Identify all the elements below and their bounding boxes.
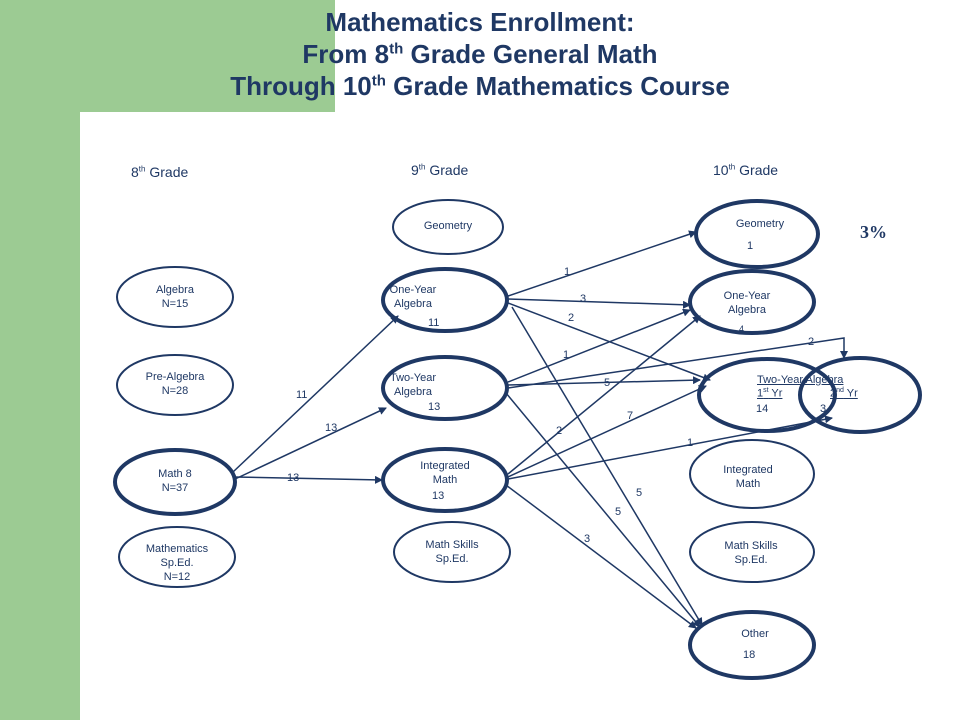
node-intmath-10-text <box>713 463 783 491</box>
node-other-10-text <box>715 627 795 641</box>
node-prealgebra-8-line1: Pre-Algebra <box>145 371 205 383</box>
edge-label-onealg-twoalg: 2 <box>568 312 575 324</box>
title-line-3-b: Grade Mathematics Course <box>385 71 730 101</box>
edge-label-twoalg-other: 5 <box>615 506 622 518</box>
node-mathskills-10-line1: Math Skills <box>724 540 778 552</box>
node-onealg-9-text <box>383 283 443 311</box>
grade-8-label <box>131 164 188 180</box>
grade-10-word: Grade <box>735 162 779 178</box>
edge-onealg-onealg <box>508 299 690 305</box>
node-algebra-8-text <box>125 283 225 311</box>
node-intmath-9-line1: Integrated <box>420 460 470 472</box>
node-intmath-9-text <box>405 459 485 487</box>
node-twoalg-9-count: 13 <box>428 401 441 413</box>
title-line-1: Mathematics Enrollment: <box>325 7 635 37</box>
edge-label-intmath-other: 3 <box>584 533 591 545</box>
node-geometry-10 <box>696 201 818 267</box>
edge-m8-intmath <box>235 477 382 480</box>
node-geometry-10-text <box>710 217 810 231</box>
node-prealgebra-8-line2: N=28 <box>161 385 189 397</box>
node-twoalg-10-yr1 <box>757 387 782 400</box>
edge-m8-onealg <box>233 316 398 472</box>
edge-label-intmath-twoalg: 7 <box>627 410 634 422</box>
grade-8-sup: th <box>138 164 146 174</box>
grade-10-sup: th <box>728 162 736 172</box>
node-twoalg-10-title: Two-Year Algebra <box>757 374 844 386</box>
node-onealg-9-count: 11 <box>428 317 440 329</box>
grade-9-num: 9 <box>411 162 419 178</box>
title-line-2-b: Grade General Math <box>403 39 658 69</box>
edge-label-onealg-geometry: 1 <box>564 266 571 278</box>
edge-label-m8-intmath: 13 <box>287 472 300 484</box>
node-onealg-9-line1: One-Year <box>389 284 437 296</box>
node-algebra-8-line1: Algebra <box>156 284 194 296</box>
node-mathskills-9-text <box>402 538 502 566</box>
yr2-num: 2 <box>830 387 837 400</box>
node-mathskills-9-line2: Sp.Ed. <box>435 553 469 565</box>
node-intmath-10-line1: Integrated <box>723 464 773 476</box>
yr1-sup: st <box>763 387 769 394</box>
node-onealg-10-text <box>712 289 782 317</box>
node-twoalg-9-text <box>383 371 443 399</box>
node-onealg-10-count: 4 <box>739 324 745 334</box>
node-mathskills-10-line2: Sp.Ed. <box>734 554 768 566</box>
node-mathskills-10-text <box>701 539 801 567</box>
edge-label-twoalg-onealg: 1 <box>563 349 570 361</box>
yr2-word: Yr <box>843 387 858 400</box>
node-intmath-9-count: 13 <box>432 490 445 502</box>
edge-label-onealg-onealg: 3 <box>580 293 587 305</box>
node-math8-8-text <box>125 467 225 495</box>
edge-label-m8-onealg: 11 <box>296 389 308 401</box>
node-mathspedu-8-line2: Sp.Ed. <box>160 557 194 569</box>
grade-8-word: Grade <box>145 164 189 180</box>
edge-label-onealg-other: 5 <box>636 487 643 499</box>
node-onealg-10-line2: Algebra <box>728 304 766 316</box>
node-twoalg-10-count1: 14 <box>756 403 769 415</box>
title-line-2-sup: th <box>389 40 404 58</box>
grade-8-num: 8 <box>131 164 139 180</box>
title-line-3-a: Through 10 <box>230 71 372 101</box>
edge-label-twoalg-yr2: 2 <box>808 336 815 348</box>
node-onealg-10-line1: One-Year <box>723 290 771 302</box>
node-math8-8-line2: N=37 <box>161 482 189 494</box>
edge-label-twoalg-twoalg: 5 <box>604 377 611 389</box>
node-intmath-9-line2: Math <box>432 474 458 486</box>
node-intmath-10-line2: Math <box>735 478 761 490</box>
node-twoalg-10-yr2 <box>830 387 858 400</box>
grade-9-sup: th <box>418 162 426 172</box>
edge-twoalg-other <box>506 393 700 627</box>
node-mathspedu-8-line3: N=12 <box>163 571 191 583</box>
node-geometry-10-line1: Geometry <box>735 218 785 230</box>
node-other-10-count: 18 <box>743 649 756 661</box>
node-other-10-line1: Other <box>741 628 769 640</box>
node-twoalg-9-line2: Algebra <box>394 386 432 398</box>
edge-onealg-geometry <box>508 232 696 296</box>
grade-9-word: Grade <box>425 162 469 178</box>
node-geometry-9-text <box>398 219 498 233</box>
edge-m8-twoalg <box>233 408 386 480</box>
yr2-sup: nd <box>836 387 844 394</box>
edge-label-intmath-yr2: 1 <box>687 437 694 449</box>
node-mathskills-9-line1: Math Skills <box>425 539 479 551</box>
percent-label: 3% <box>860 222 887 242</box>
node-other-10 <box>690 612 814 678</box>
node-geometry-9-line1: Geometry <box>423 220 473 232</box>
yr1-word: Yr <box>768 387 783 400</box>
edge-label-intmath-onealg: 2 <box>556 425 563 437</box>
node-algebra-8-line2: N=15 <box>161 298 189 310</box>
grade-10-label <box>713 162 778 178</box>
node-twoalg-10-count2: 3 <box>820 403 827 415</box>
title-line-3-sup: th <box>371 72 386 90</box>
title-line-2-a: From 8 <box>302 39 390 69</box>
yr1-num: 1 <box>757 387 764 400</box>
node-twoalg-9-line1: Two-Year <box>389 372 437 384</box>
node-onealg-9-line2: Algebra <box>394 298 432 310</box>
grade-10-num: 10 <box>713 162 729 178</box>
node-prealgebra-8-text <box>125 370 225 398</box>
node-math8-8-line1: Math 8 <box>158 468 192 480</box>
edge-onealg-other <box>512 307 702 625</box>
grade-9-label <box>411 162 468 178</box>
node-mathspedu-8-line1: Mathematics <box>145 543 209 555</box>
node-geometry-10-count: 1 <box>747 240 754 252</box>
edge-label-m8-twoalg: 13 <box>325 422 338 434</box>
node-mathspedu-8-text <box>127 542 227 584</box>
